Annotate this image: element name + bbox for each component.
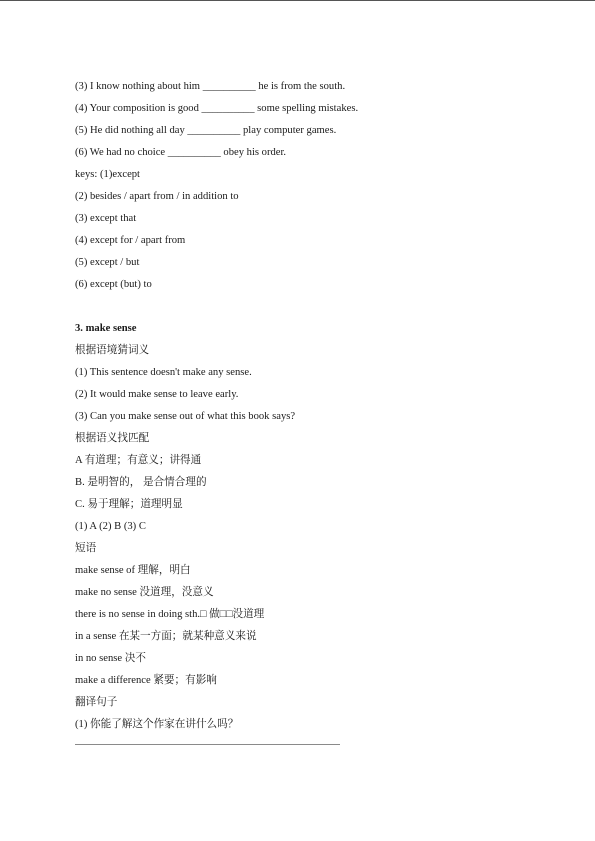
keys-line-6: (6) except (but) to: [75, 279, 152, 290]
top-border-rule: [0, 0, 595, 1]
phrase-make-sense-of: make sense of 理解，明白: [75, 565, 191, 576]
keys-line-3: (3) except that: [75, 213, 137, 224]
section-title: 3. make sense: [75, 323, 137, 334]
meaning-option-a: A 有道理；有意义；讲得通: [75, 455, 202, 466]
meaning-option-c: C. 易于理解；道理明显: [75, 499, 183, 510]
example-sentence-1: (1) This sentence doesn't make any sense.: [75, 367, 252, 378]
answer-blank-line: [75, 744, 340, 745]
example-sentence-2: (2) It would make sense to leave early.: [75, 389, 239, 400]
exercise-line-6: (6) We had no choice __________ obey his order.: [75, 147, 287, 158]
document-body: [75, 76, 555, 745]
keys-line-4: (4) except for / apart from: [75, 235, 186, 246]
exercise-line-3: (3) I know nothing about him __________ he is from the south.: [75, 81, 346, 92]
matching-heading: 根据语义找匹配: [75, 433, 150, 444]
phrase-no-sense-in-doing: there is no sense in doing sth.□ 做□□没道理: [75, 609, 265, 620]
section-spacer: [75, 296, 555, 318]
phrase-in-a-sense: in a sense 在某一方面；就某种意义来说: [75, 631, 257, 642]
translate-heading: 翻译句子: [75, 697, 118, 708]
matching-answers: (1) A (2) B (3) C: [75, 521, 146, 532]
exercise-line-5: (5) He did nothing all day __________ play computer games.: [75, 125, 337, 136]
phrases-heading: 短语: [75, 543, 97, 554]
phrase-make-a-difference: make a difference 紧要；有影响: [75, 675, 217, 686]
guess-meaning-heading: 根据语境猜词义: [75, 345, 150, 356]
keys-line-1: keys: (1)except: [75, 169, 141, 180]
phrase-in-no-sense: in no sense 决不: [75, 653, 146, 664]
keys-line-2: (2) besides / apart from / in addition to: [75, 191, 239, 202]
keys-line-5: (5) except / but: [75, 257, 140, 268]
example-sentence-3: (3) Can you make sense out of what this book says?: [75, 411, 296, 422]
translate-item-1: (1) 你能了解这个作家在讲什么吗？: [75, 719, 239, 730]
exercise-line-4: (4) Your composition is good __________ some spelling mistakes.: [75, 103, 359, 114]
phrase-make-no-sense: make no sense 没道理，没意义: [75, 587, 214, 598]
meaning-option-b: B. 是明智的， 是合情合理的: [75, 477, 207, 488]
